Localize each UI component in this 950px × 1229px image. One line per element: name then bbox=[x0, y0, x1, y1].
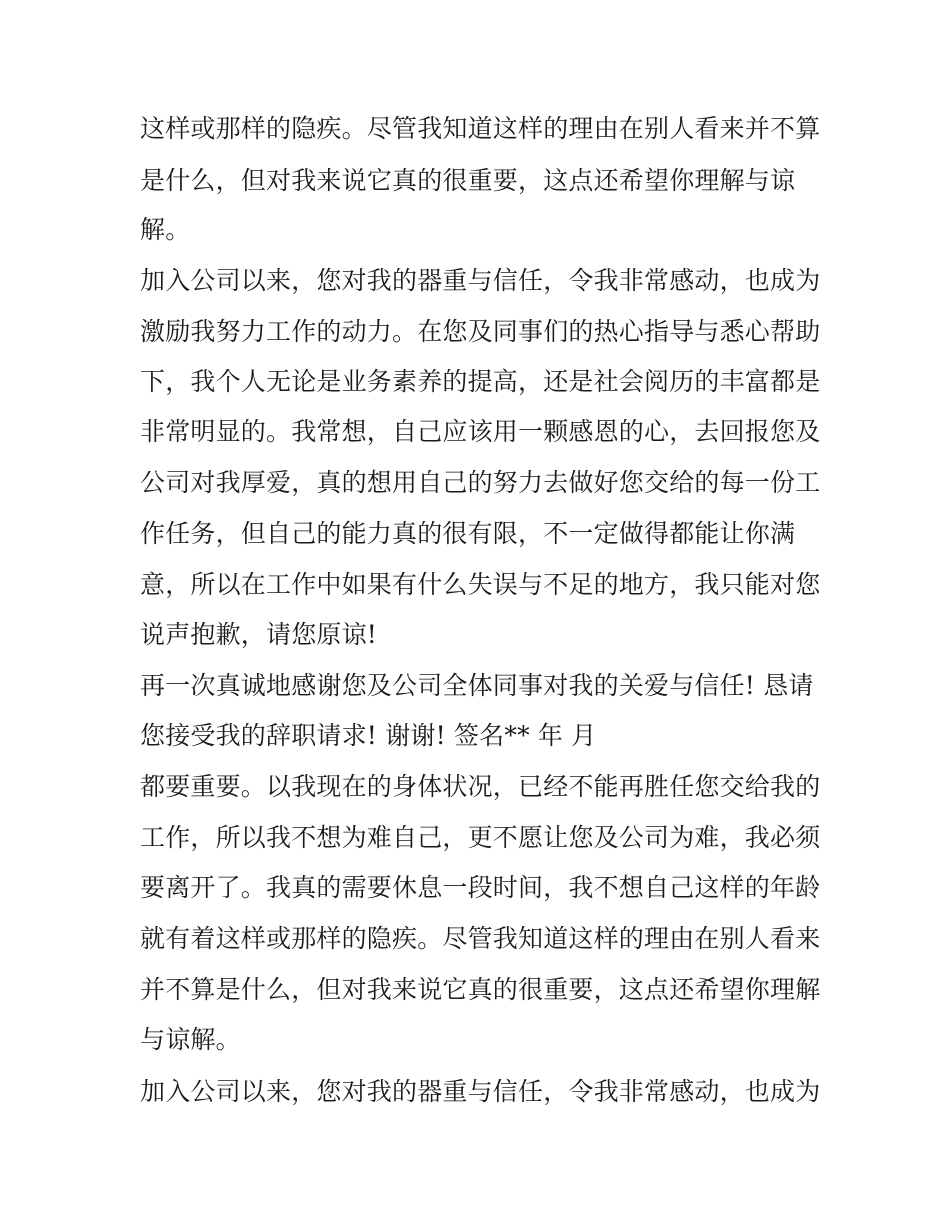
text-line: 作任务，但自己的能力真的很有限，不一定做得都能让你满 bbox=[140, 519, 796, 548]
text-line: 激励我努力工作的动力。在您及同事们的热心指导与悉心帮助 bbox=[140, 317, 821, 346]
text-line: 加入公司以来，您对我的器重与信任，令我非常感动，也成为 bbox=[140, 266, 821, 295]
text-line: 要离开了。我真的需要休息一段时间，我不想自己这样的年龄 bbox=[140, 873, 821, 902]
text-line: 并不算是什么，但对我来说它真的很重要，这点还希望你理解 bbox=[140, 975, 821, 1004]
text-line: 加入公司以来，您对我的器重与信任，令我非常感动，也成为 bbox=[140, 1077, 821, 1106]
text-line: 再一次真诚地感谢您及公司全体同事对我的关爱与信任! 恳请 bbox=[140, 671, 814, 700]
text-line: 解。 bbox=[140, 215, 191, 244]
text-line: 您接受我的辞职请求! 谢谢! 签名** 年 月 bbox=[140, 721, 597, 750]
text-line: 这样或那样的隐疾。尽管我知道这样的理由在别人看来并不算 bbox=[140, 114, 821, 143]
text-line: 非常明显的。我常想，自己应该用一颗感恩的心，去回报您及 bbox=[140, 417, 821, 446]
text-line: 工作，所以我不想为难自己，更不愿让您及公司为难，我必须 bbox=[140, 823, 821, 852]
text-line: 说声抱歉，请您原谅! bbox=[140, 620, 378, 649]
text-line: 与谅解。 bbox=[140, 1025, 241, 1054]
text-line: 下，我个人无论是业务素养的提高，还是社会阅历的丰富都是 bbox=[140, 367, 821, 396]
text-line: 公司对我厚爱，真的想用自己的努力去做好您交给的每一份工 bbox=[140, 468, 821, 497]
text-line: 就有着这样或那样的隐疾。尽管我知道这样的理由在别人看来 bbox=[140, 924, 821, 953]
text-line: 是什么，但对我来说它真的很重要，这点还希望你理解与谅 bbox=[140, 166, 796, 195]
text-line: 意，所以在工作中如果有什么失误与不足的地方，我只能对您 bbox=[140, 570, 821, 599]
text-line: 都要重要。以我现在的身体状况，已经不能再胜任您交给我的 bbox=[140, 772, 821, 801]
